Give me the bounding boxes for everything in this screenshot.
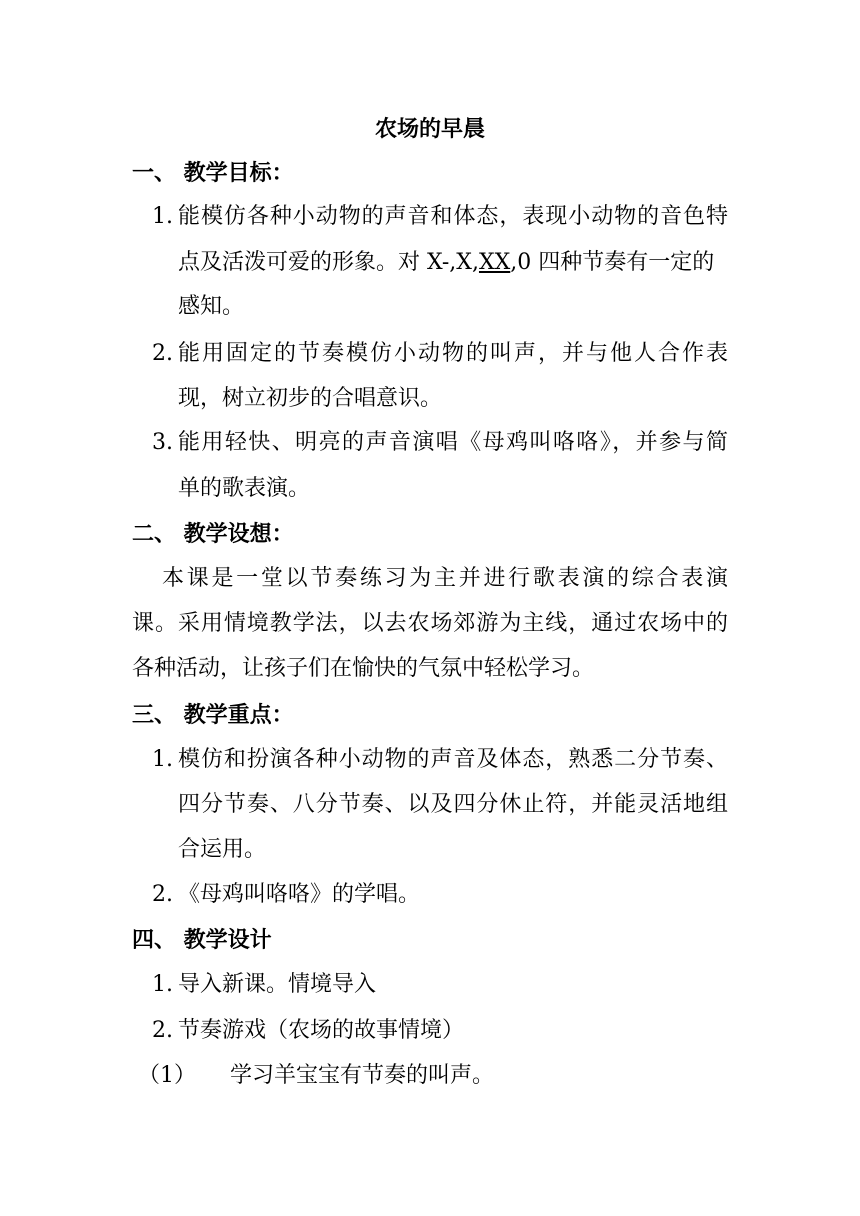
section-heading-concept: 二、 教学设想：	[132, 521, 294, 547]
goal-1-line-1: 能模仿各种小动物的声音和体态，表现小动物的音色特	[178, 204, 728, 229]
section-heading-focus: 三、 教学重点：	[132, 702, 294, 728]
focus-2-line-1: 《母鸡叫咯咯》的学唱。	[178, 882, 421, 907]
design-2-1-text: 学习羊宝宝有节奏的叫声。	[230, 1063, 495, 1088]
list-item-number: 2.	[152, 341, 173, 366]
goal-1-line-3: 感知。	[178, 294, 245, 319]
list-item-number: 1.	[152, 972, 173, 997]
goal-1-line-2-text-a: 点及活泼可爱的形象。对 X-,X,	[178, 250, 479, 275]
goal-1-line-2-text-b: ,0 四种节奏有一定的	[510, 250, 715, 275]
list-item-number: 1.	[152, 747, 173, 772]
list-item-number: 2.	[152, 882, 173, 907]
goal-2-line-2: 现，树立初步的合唱意识。	[178, 386, 443, 411]
goal-1-line-2	[178, 248, 714, 278]
document-title: 农场的早晨	[374, 116, 485, 142]
rhythm-xx-underlined: XX	[478, 250, 511, 275]
list-item-number: 1.	[152, 204, 173, 229]
focus-1-line-1: 模仿和扮演各种小动物的声音及体态，熟悉二分节奏、	[178, 747, 728, 772]
section-heading-goals: 一、 教学目标：	[132, 160, 294, 186]
concept-paragraph-line-1: 本课是一堂以节奏练习为主并进行歌表演的综合表演	[162, 566, 728, 591]
design-2-text: 节奏游戏（农场的故事情境）	[178, 1018, 465, 1043]
goal-3-line-1: 能用轻快、明亮的声音演唱《母鸡叫咯咯》，并参与简	[178, 430, 728, 455]
goal-3-line-2: 单的歌表演。	[178, 476, 311, 501]
concept-paragraph-line-2: 课。采用情境教学法，以去农场郊游为主线，通过农场中的	[132, 611, 728, 636]
goal-2-line-1: 能用固定的节奏模仿小动物的叫声，并与他人合作表	[178, 341, 728, 366]
focus-1-line-2: 四分节奏、八分节奏、以及四分休止符，并能灵活地组	[178, 792, 728, 817]
design-1-text: 导入新课。情境导入	[178, 972, 377, 997]
sub-item-number: （1）	[138, 1063, 196, 1088]
section-heading-design: 四、 教学设计	[132, 927, 272, 953]
focus-1-line-3: 合运用。	[178, 837, 267, 862]
list-item-number: 3.	[152, 430, 173, 455]
list-item-number: 2.	[152, 1018, 173, 1043]
concept-paragraph-line-3: 各种活动，让孩子们在愉快的气氛中轻松学习。	[132, 656, 595, 681]
